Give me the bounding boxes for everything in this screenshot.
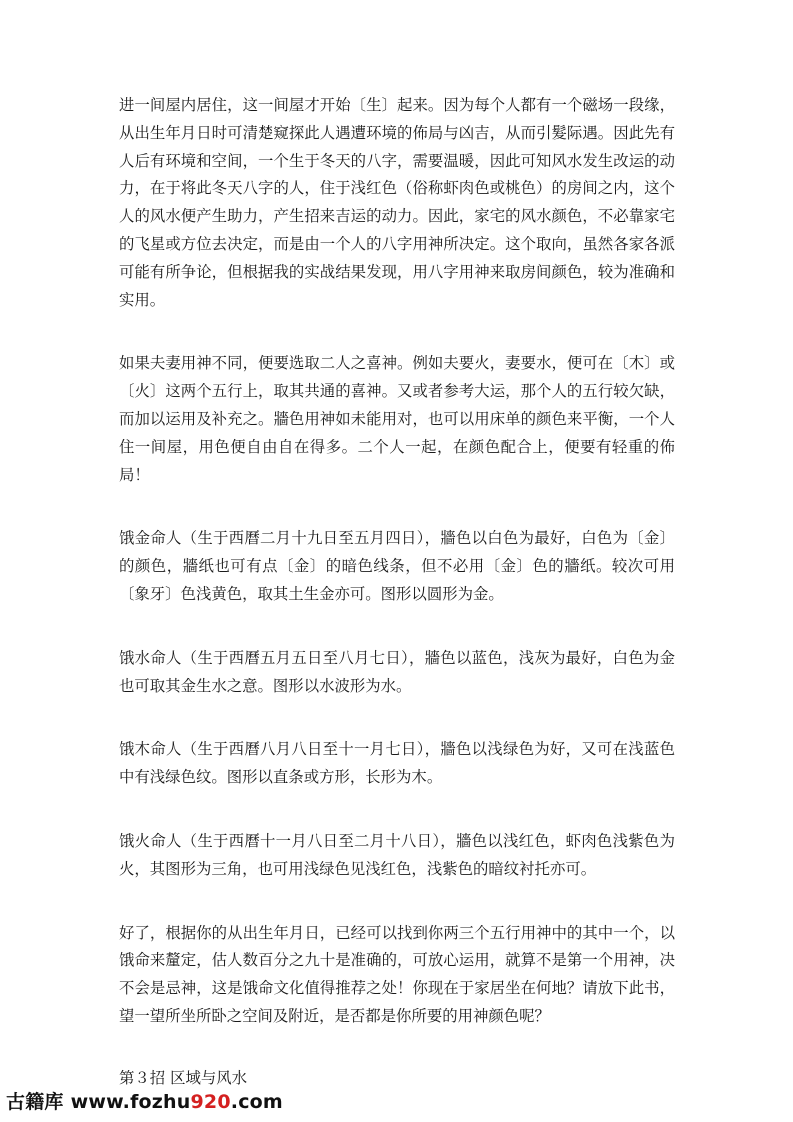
- site-url-prefix: www.fozhu: [70, 1091, 191, 1113]
- site-url-number: 920: [190, 1091, 231, 1113]
- section-heading: 第３招 区域与风水: [119, 1068, 248, 1087]
- document-body: [119, 92, 675, 1093]
- paragraph-couple-color: 如果夫妻用神不同，便要选取二人之喜神。例如夫要火，妻要水，便可在〔木〕或〔火〕这两个五行上，取其共通的喜神。又或者参考大运，那个人的五行较欠缺，而加以运用及补充之。牆色用神如未能用对，也可以用床单的颜色来平衡，一个人住一间屋，用色便自由自在得多。二个人一起，在颜色配合上，便要有轻重的佈局！: [119, 354, 675, 484]
- site-name: 古籍库: [6, 1091, 64, 1113]
- paragraph-water-destiny: 饿水命人（生于西曆五月五日至八月七日），牆色以蓝色，浅灰为最好，白色为金也可取其金生水之意。图形以水波形为水。: [119, 648, 675, 695]
- site-url-suffix: .com: [230, 1091, 283, 1113]
- paragraph-conclusion: 好了，根据你的从出生年月日，已经可以找到你两三个五行用神中的其中一个，以饿命来釐定，估人数百分之九十是准确的，可放心运用，就算不是第一个用神，决不会是忌神，这是饿命文化值得推荐之处！你现在于家居坐在何地？请放下此书，望一望所坐所卧之空间及附近，是否都是你所要的用神颜色呢？: [119, 923, 675, 1025]
- paragraph-wall-color-intro: 进一间屋内居住，这一间屋才开始〔生〕起来。因为每个人都有一个磁场一段缘，从出生年月日时可清楚窥探此人遇遭环境的佈局与凶吉，从而引髮际遇。因此先有人后有环境和空间，一个生于冬天的八字，需要温暖，因此可知风水发生改运的动力，在于将此冬天八字的人，住于浅红色（俗称虾肉色或桃色）的房间之内，这个人的风水便产生助力，产生招来吉运的动力。因此，家宅的风水颜色，不必靠家宅的飞星或方位去决定，而是由一个人的八字用神所决定。这个取向，虽然各家各派可能有所争论，但根据我的实战结果发现，用八字用神来取房间颜色，较为准确和实用。: [119, 96, 675, 309]
- paragraph-fire-destiny: 饿火命人（生于西曆十一月八日至二月十八日），牆色以浅红色，虾肉色浅紫色为火，其图形为三角，也可用浅绿色见浅红色，浅紫色的暗纹衬托亦可。: [119, 831, 675, 878]
- site-watermark: [6, 1087, 283, 1114]
- paragraph-wood-destiny: 饿木命人（生于西曆八月八日至十一月七日），牆色以浅绿色为好，又可在浅蓝色中有浅绿色纹。图形以直条或方形，长形为木。: [119, 740, 675, 787]
- paragraph-metal-destiny: 饿金命人（生于西曆二月十九日至五月四日），牆色以白色为最好，白色为〔金〕的颜色，牆纸也可有点〔金〕的暗色线条，但不必用〔金〕色的牆纸。较次可用〔象牙〕色浅黄色，取其土生金亦可。图形以圆形为金。: [119, 529, 675, 603]
